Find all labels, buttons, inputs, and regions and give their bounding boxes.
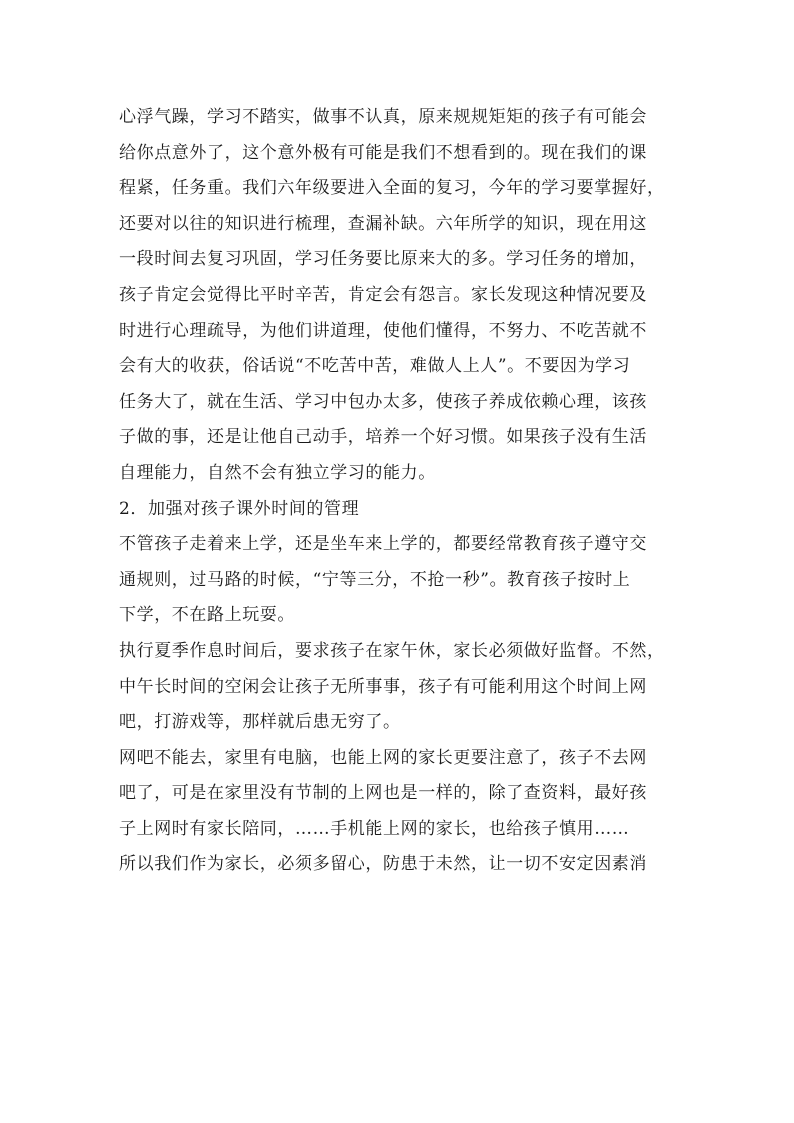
text-line: 孩子肯定会觉得比平时辛苦，肯定会有怨言。家长发现这种情况要及 <box>119 284 647 305</box>
section-heading: 2．加强对孩子课外时间的管理 <box>119 498 360 519</box>
text-line: 任务大了，就在生活、学习中包办太多，使孩子养成依赖心理，该孩 <box>119 391 647 412</box>
text-line: 子上网时有家长陪同，……手机能上网的家长，也给孩子慎用…… <box>119 818 630 839</box>
text-line: 一段时间去复习巩固，学习任务要比原来大的多。学习任务的增加， <box>119 249 647 270</box>
text-line: 还要对以往的知识进行梳理，查漏补缺。六年所学的知识，现在用这 <box>119 213 647 234</box>
document-body <box>119 100 679 883</box>
text-line: 自理能力，自然不会有独立学习的能力。 <box>119 462 436 483</box>
text-line: 网吧不能去，家里有电脑，也能上网的家长更要注意了，孩子不去网 <box>119 747 647 768</box>
text-line: 执行夏季作息时间后，要求孩子在家午休，家长必须做好监督。不然， <box>119 640 665 661</box>
text-line: 所以我们作为家长，必须多留心，防患于未然，让一切不安定因素消 <box>119 854 647 875</box>
text-line: 心浮气躁，学习不踏实，做事不认真，原来规规矩矩的孩子有可能会 <box>119 107 647 127</box>
text-line: 时进行心理疏导，为他们讲道理，使他们懂得，不努力、不吃苦就不 <box>119 320 647 341</box>
text-line: 吧，打游戏等，那样就后患无穷了。 <box>119 712 401 733</box>
text-line: 中午长时间的空闲会让孩子无所事事，孩子有可能利用这个时间上网 <box>119 676 647 697</box>
text-line: 下学，不在路上玩耍。 <box>119 605 295 626</box>
text-line: 子做的事，还是让他自己动手，培养一个好习惯。如果孩子没有生活 <box>119 427 647 448</box>
text-line: 不管孩子走着来上学，还是坐车来上学的，都要经常教育孩子遵守交 <box>119 534 647 555</box>
text-line: 吧了，可是在家里没有节制的上网也是一样的，除了查资料，最好孩 <box>119 783 647 804</box>
text-line: 通规则，过马路的时候，“宁等三分，不抢一秒”。教育孩子按时上 <box>119 569 631 590</box>
text-line: 程紧，任务重。我们六年级要进入全面的复习，今年的学习要掌握好， <box>119 178 665 199</box>
text-line: 给你点意外了，这个意外极有可能是我们不想看到的。现在我们的课 <box>119 142 647 163</box>
text-line: 会有大的收获，俗话说“不吃苦中苦，难做人上人”。不要因为学习 <box>119 356 631 377</box>
